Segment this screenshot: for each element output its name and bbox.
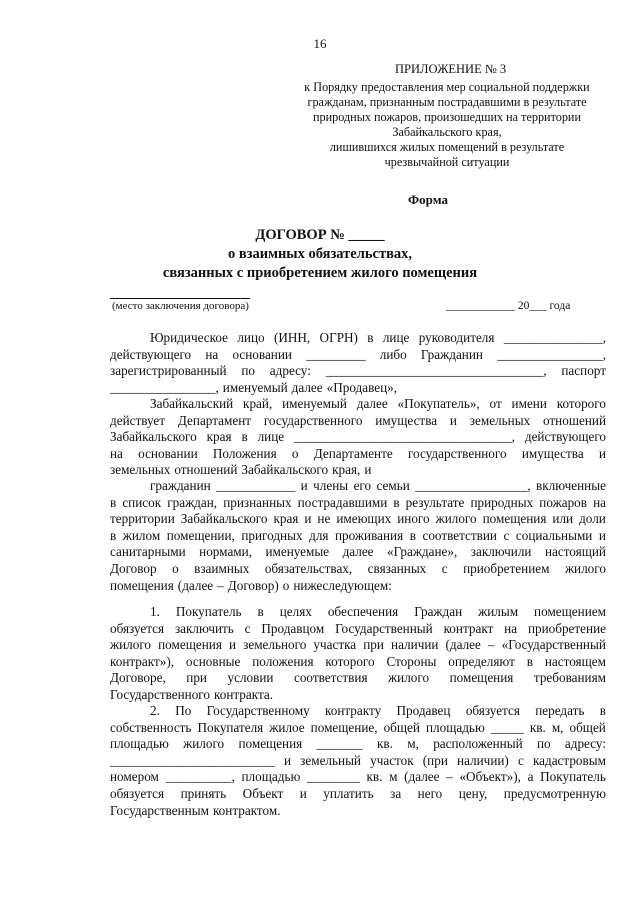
paragraph-line: зарегистрированный по адресу: _________________________________, паспорт (110, 363, 606, 379)
paragraph (110, 703, 606, 819)
annex-line: гражданам, признанным пострадавшими в результате (307, 95, 587, 109)
paragraph-line: _________________________ и земельный участок (при наличии) с кадастровым (110, 752, 606, 768)
annex-line: Забайкальского края, (392, 125, 502, 139)
paragraph-line: действующего на основании _________ либо Гражданин ________________, (110, 346, 606, 362)
paragraph-line: ________________, именуемый далее «Продавец», (110, 379, 398, 395)
paragraph (110, 330, 606, 396)
annex-title: ПРИЛОЖЕНИЕ № 3 (395, 62, 507, 76)
paragraph-line: Договор о взаимных обязательствах, связанных с приобретением жилого (110, 560, 606, 576)
paragraph-line: площадью жилого помещения _______ кв. м, расположенный по адресу: (110, 736, 606, 752)
annex-description (282, 80, 612, 170)
paragraph-line: гражданин ____________ и члены его семьи _________________, включенные (150, 478, 606, 493)
paragraph-line: Забайкальский край, именуемый далее «Покупатель», от имени которого (150, 396, 606, 411)
paragraph-line: земельных отношений Забайкальского края, и (110, 462, 372, 478)
paragraph-line: Договоре, при условии соответствия жилого помещения требованиям (110, 670, 606, 686)
paragraph-line: территории Забайкальского края и не имеющих иного жилого помещения или доли (110, 511, 606, 527)
annex-line: природных пожаров, произошедших на территории (313, 110, 581, 124)
annex-line: лишившихся жилых помещений в результате (329, 140, 565, 154)
contract-title (0, 226, 640, 283)
annex-line: чрезвычайной ситуации (384, 155, 510, 169)
contract-title-number: ДОГОВОР № _____ (255, 227, 385, 243)
paragraph-line: помещения (далее – Договор) о нижеследующем: (110, 577, 392, 593)
paragraph-line: контракт»), основные положения которого Стороны определяют в настоящем (110, 653, 606, 669)
paragraph-line: Забайкальского края в лице _________________________________, действующего (110, 429, 606, 445)
place-caption: (место заключения договора) (112, 300, 249, 312)
annex-line: к Порядку предоставления мер социальной поддержки (304, 80, 590, 94)
paragraph-line: санитарными нормами, именуемые далее «Граждане», заключили настоящий (110, 544, 606, 560)
place-field-line (110, 298, 250, 299)
paragraph-line: 1. Покупатель в целях обеспечения Граждан жилым помещением (150, 604, 606, 619)
paragraph-line: Юридическое лицо (ИНН, ОГРН) в лице руководителя _______________, (150, 330, 606, 345)
paragraph-line: в список граждан, признанных пострадавшими в результате природных пожаров на (110, 494, 606, 510)
paragraph (110, 604, 606, 704)
date-field: ____________ 20___ года (446, 300, 571, 312)
paragraph-line: Государственного контракта. (110, 686, 274, 702)
paragraph-line: собственность Покупателя жилое помещение, общей площадью _____ кв. м, общей (110, 719, 606, 735)
paragraph-line: действует Департамент государственного имущества и земельных отношений (110, 412, 606, 428)
page-number: 16 (313, 36, 327, 51)
paragraph-line: жилого помещения и земельного участка при наличии (далее – «Государственный (110, 637, 606, 653)
paragraph-line: на основании Положения о Департаменте государственного имущества и (110, 445, 606, 461)
paragraph (110, 478, 606, 594)
paragraph (110, 396, 606, 479)
contract-subtitle: связанных с приобретением жилого помещения (162, 265, 478, 281)
paragraph-line: обязуется заключить с Продавцом Государственный контракт на приобретение (110, 620, 606, 636)
paragraph-line: в жилом помещении, пригодных для проживания в соответствии с социальными и (110, 527, 606, 543)
form-label: Форма (408, 192, 448, 207)
paragraph-line: 2. По Государственному контракту Продавец обязуется передать в (150, 703, 606, 718)
paragraph-line: Государственным контрактом. (110, 802, 281, 818)
paragraph-line: номером __________, площадью ________ кв. м (далее – «Объект»), а Покупатель (110, 769, 606, 785)
paragraph-line: обязуется принять Объект и уплатить за него цену, предусмотренную (110, 785, 606, 801)
contract-subtitle: о взаимных обязательствах, (227, 246, 413, 262)
